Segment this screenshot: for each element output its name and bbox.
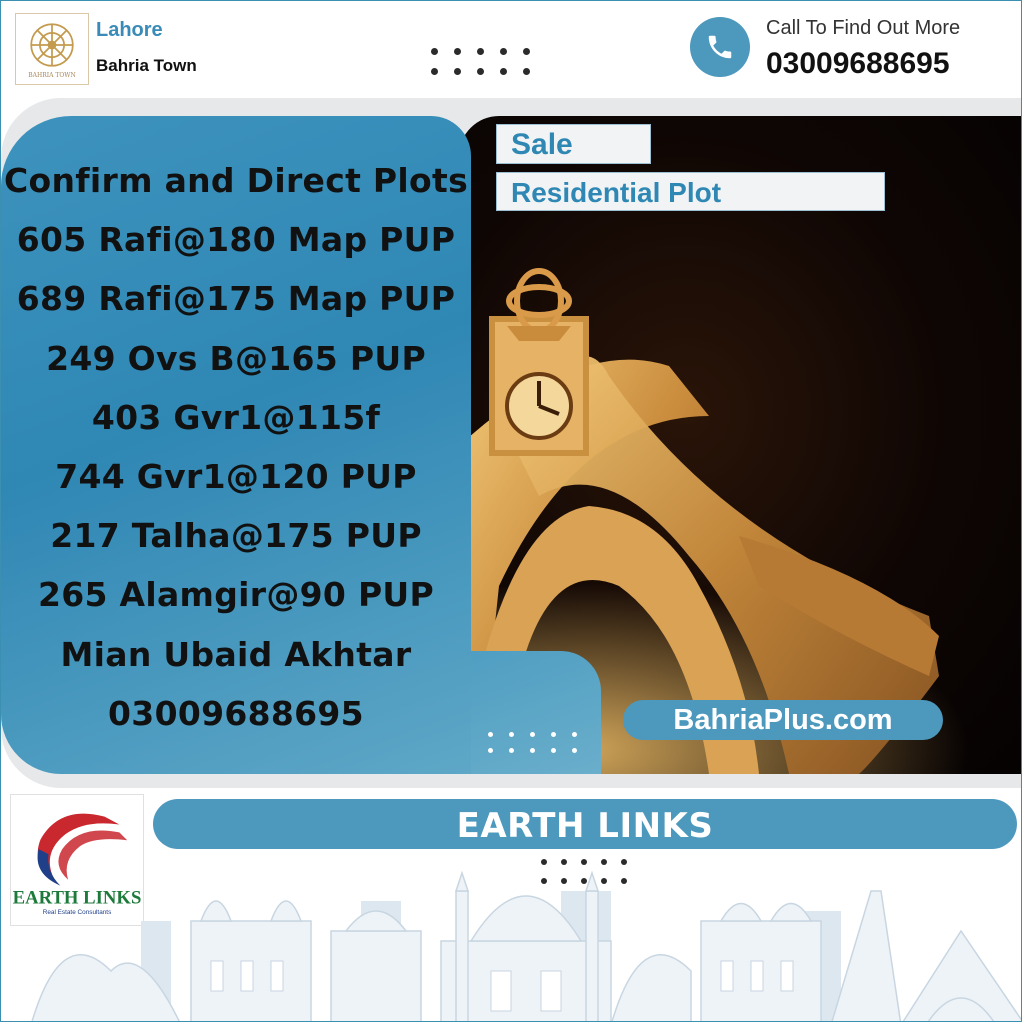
plot-list-item: 403 Gvr1@115f xyxy=(91,397,381,437)
decorative-dots-panel xyxy=(488,732,577,753)
plot-list xyxy=(1,151,471,743)
call-number[interactable]: 03009688695 xyxy=(766,47,950,80)
plot-list-item: 605 Rafi@180 Map PUP xyxy=(16,220,456,260)
plot-list-item: 689 Rafi@175 Map PUP xyxy=(16,279,456,319)
logo-tagline: Real Estate Consultants xyxy=(42,909,112,917)
logo-caption: BAHRIA TOWN xyxy=(28,72,76,79)
plot-list-item: 217 Talha@175 PUP xyxy=(50,516,422,556)
city-name: Lahore xyxy=(96,19,163,41)
logo-text: EARTH LINKS xyxy=(12,887,142,909)
contact-name: Mian Ubaid Akhtar xyxy=(60,634,412,674)
city-skyline-illustration xyxy=(1,861,1022,1022)
property-type-badge: Residential Plot xyxy=(496,172,885,211)
call-button[interactable] xyxy=(690,17,750,77)
bahria-town-logo xyxy=(15,13,89,85)
contact-number: 03009688695 xyxy=(108,693,364,733)
phone-icon xyxy=(705,32,735,62)
plot-list-item: 265 Alamgir@90 PUP xyxy=(37,575,435,615)
plot-list-item: 249 Ovs B@165 PUP xyxy=(46,338,426,378)
website-link[interactable]: BahriaPlus.com xyxy=(623,700,943,740)
purpose-badge: Sale xyxy=(496,124,651,164)
agency-name-bar: EARTH LINKS xyxy=(153,799,1017,849)
listing-panel-tab xyxy=(471,651,601,774)
decorative-dots-top xyxy=(431,48,530,75)
plot-list-item: 744 Gvr1@120 PUP xyxy=(55,457,417,497)
call-label: Call To Find Out More xyxy=(766,17,961,39)
plot-list-heading: Confirm and Direct Plots xyxy=(3,161,469,200)
society-name: Bahria Town xyxy=(96,56,197,75)
bahria-town-emblem-icon xyxy=(26,19,78,71)
